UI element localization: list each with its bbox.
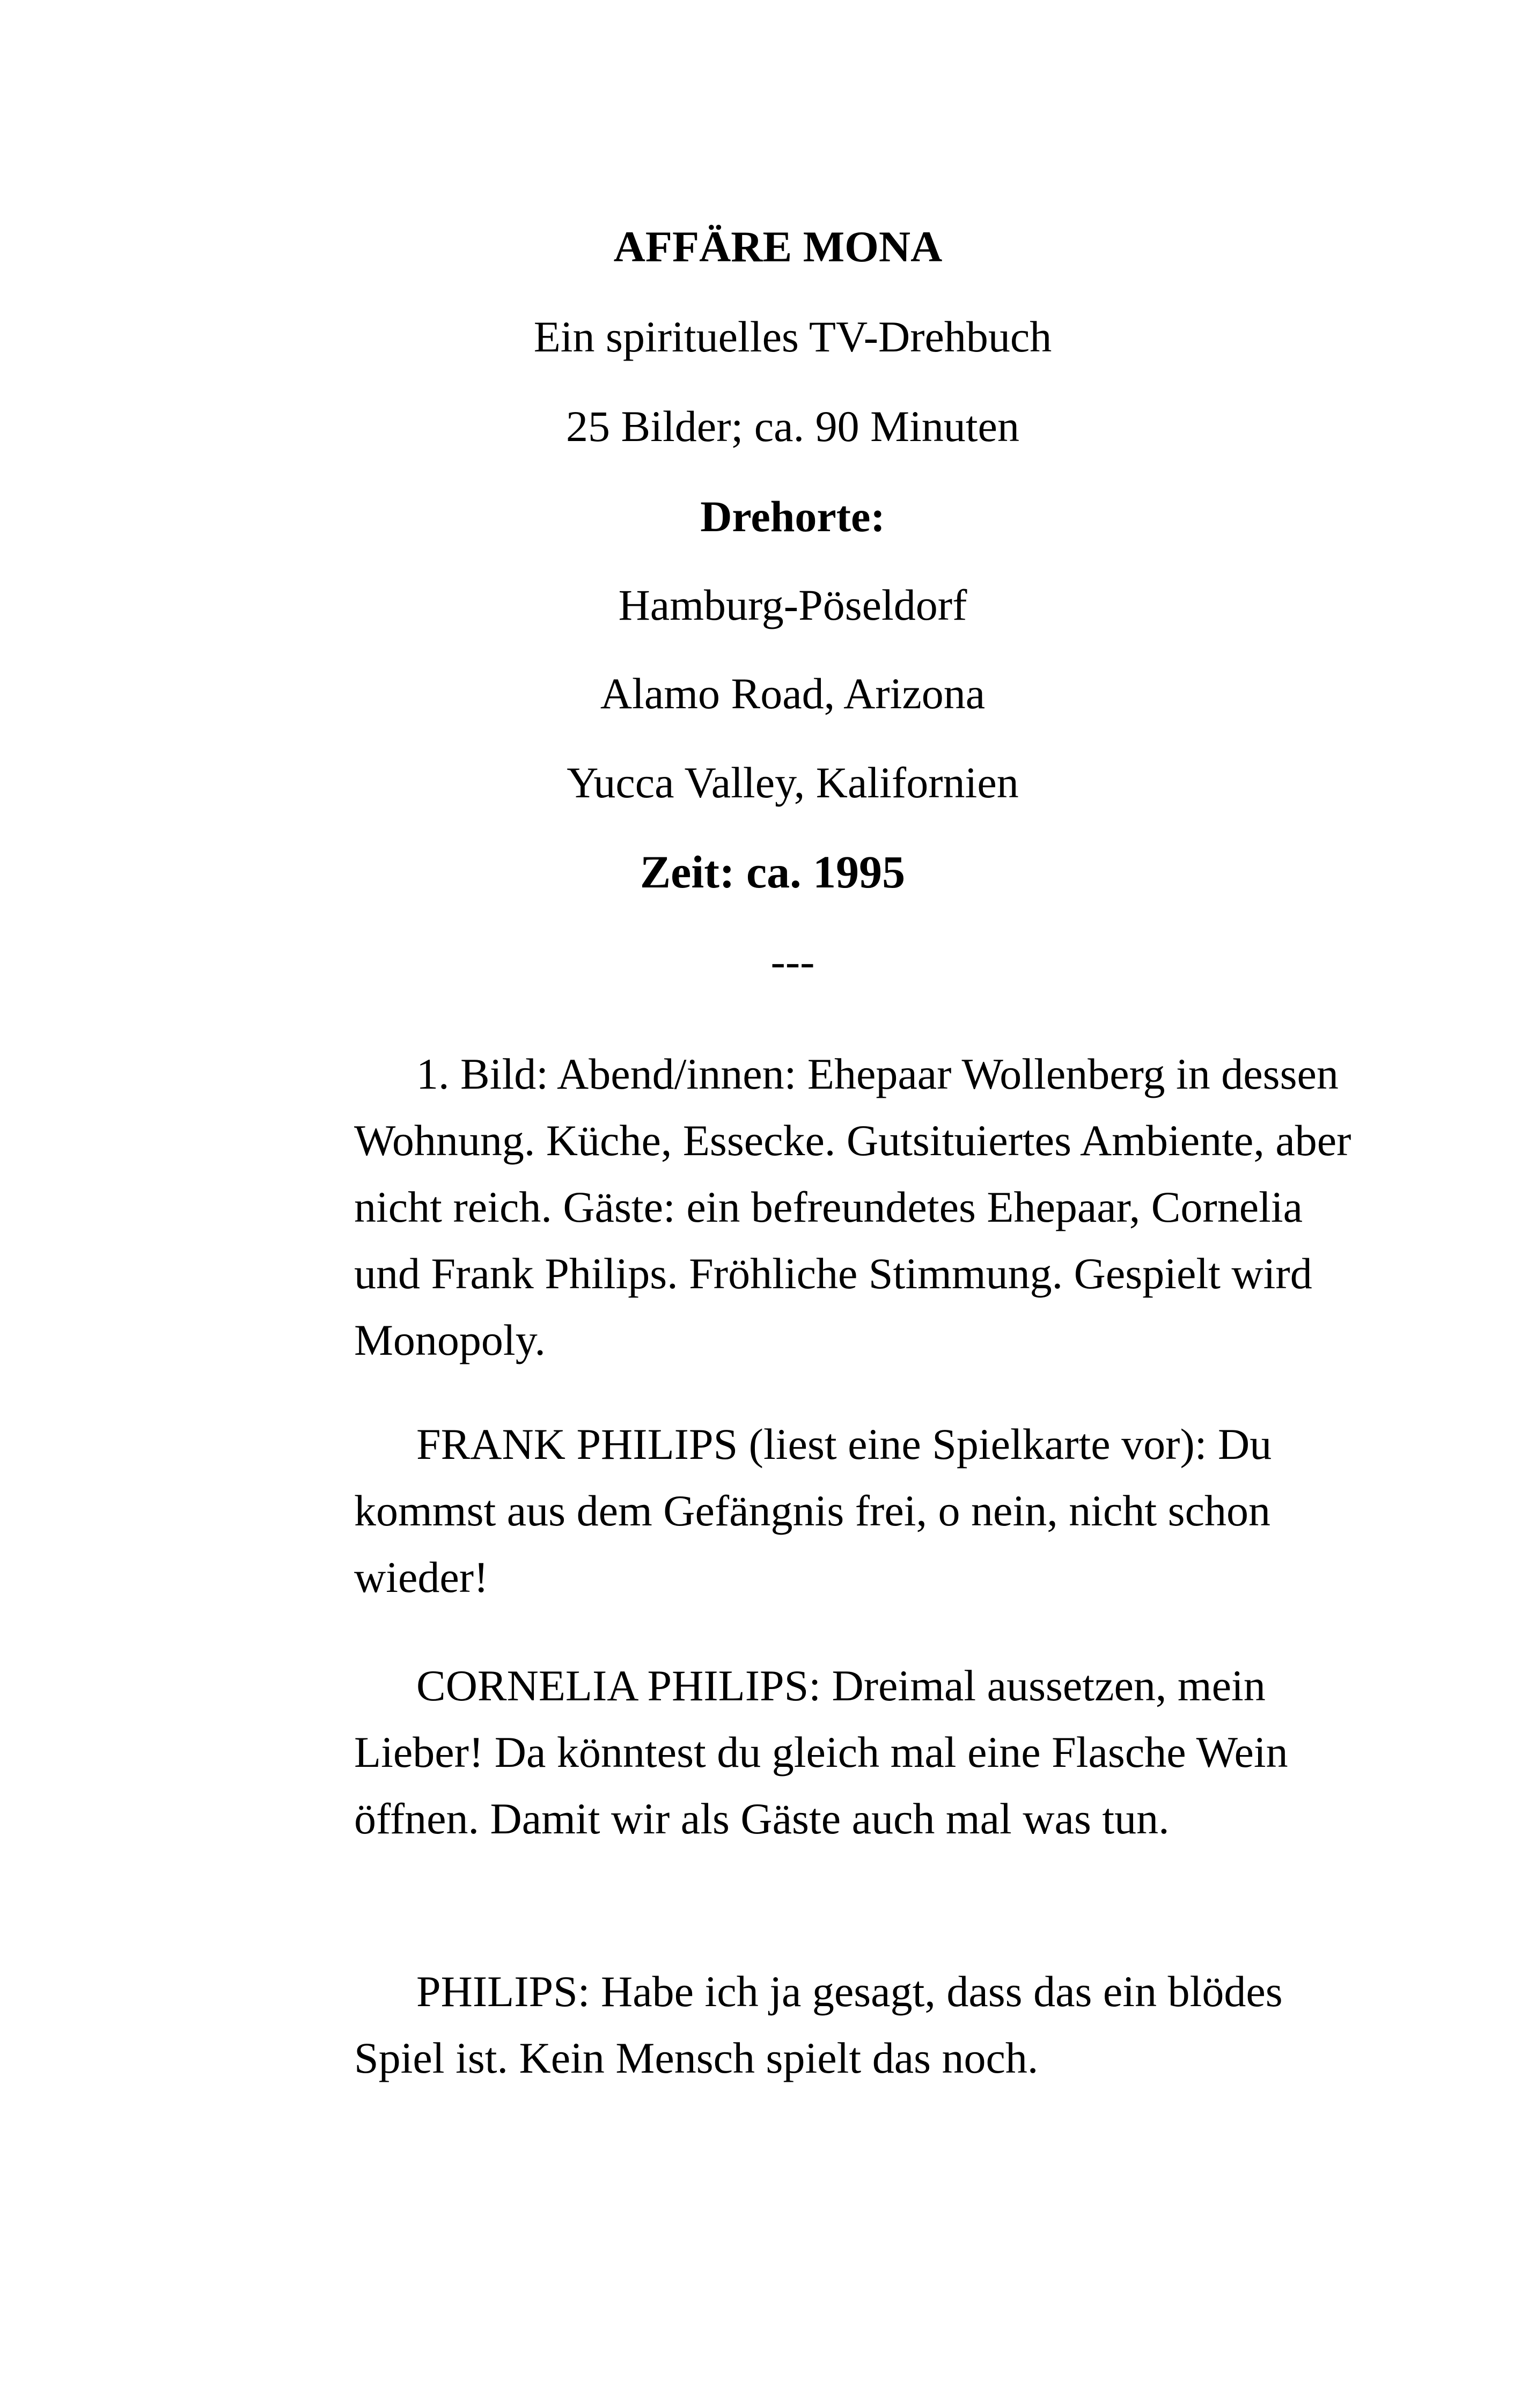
locations-heading: Drehorte: <box>700 492 885 541</box>
time-line: Zeit: ca. 1995 <box>640 846 906 898</box>
dialogue-paragraph <box>354 1411 1373 1611</box>
dialogue-frank-philips: FRANK PHILIPS (liest eine Spielkarte vor): Du kommst aus dem Gefängnis frei, o nein, nicht schon wieder! <box>354 1420 1272 1602</box>
script-subtitle: Ein spirituelles TV-Drehbuch <box>533 312 1052 361</box>
dialogue-paragraph <box>354 1653 1373 1852</box>
dialogue-philips: PHILIPS: Habe ich ja gesagt, dass das ein blödes Spiel ist. Kein Mensch spielt das noch. <box>354 1967 1283 2082</box>
script-title: AFFÄRE MONA <box>613 222 943 271</box>
location-item: Yucca Valley, Kalifornien <box>567 758 1019 807</box>
script-scope: 25 Bilder; ca. 90 Minuten <box>566 402 1019 451</box>
section-separator: --- <box>770 937 815 986</box>
dialogue-paragraph <box>354 1958 1373 2091</box>
dialogue-cornelia-philips: CORNELIA PHILIPS: Dreimal aussetzen, mein Lieber! Da könntest du gleich mal eine Flasche Wein öffnen. Damit wir als Gäste auch mal was tun. <box>354 1661 1288 1843</box>
scene-description: 1. Bild: Abend/innen: Ehepaar Wollenberg in dessen Wohnung. Küche, Essecke. Gutsituiertes Ambiente, aber nicht reich. Gäste: ein befreundetes Ehepaar, Cornelia und Frank Philips. Fröhliche Stimmung. Gespielt wird Monopoly. <box>354 1049 1351 1364</box>
location-item: Hamburg-Pöseldorf <box>618 581 967 629</box>
scene-paragraph <box>354 1041 1373 1374</box>
location-item: Alamo Road, Arizona <box>600 669 986 718</box>
